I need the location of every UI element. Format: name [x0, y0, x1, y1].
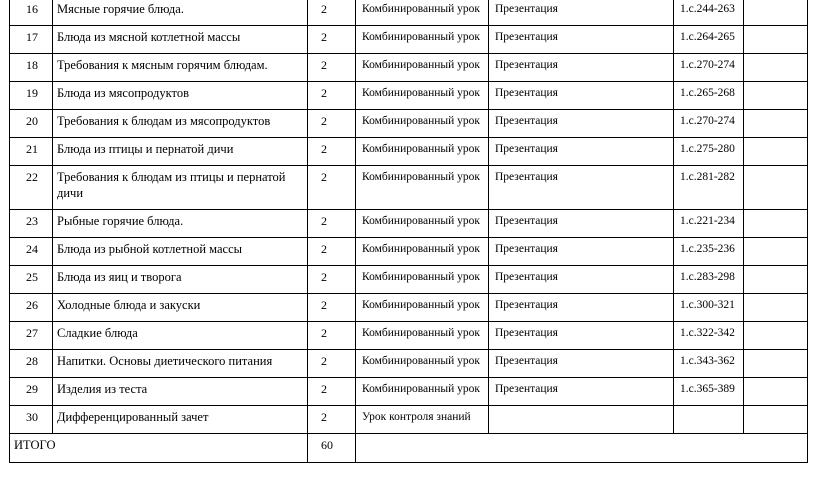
lesson-extra-cell: [744, 110, 808, 138]
lesson-hours-cell: 2: [308, 406, 356, 434]
lesson-means-cell: Презентация: [489, 350, 674, 378]
lesson-reference-cell: 1.с.221-234: [674, 210, 744, 238]
lesson-type-cell: Комбинированный урок: [356, 166, 489, 210]
lesson-means-cell: Презентация: [489, 266, 674, 294]
lesson-topic-cell: Блюда из мясопродуктов: [53, 82, 308, 110]
lesson-number-cell: 20: [10, 110, 53, 138]
lesson-type-cell: Комбинированный урок: [356, 210, 489, 238]
lesson-means-cell: Презентация: [489, 210, 674, 238]
lesson-extra-cell: [744, 294, 808, 322]
lesson-reference-cell: [674, 406, 744, 434]
lesson-reference-cell: 1.с.270-274: [674, 54, 744, 82]
lesson-hours-cell: 2: [308, 378, 356, 406]
table-row: [10, 54, 808, 82]
lesson-reference-cell: 1.с.281-282: [674, 166, 744, 210]
lesson-number-cell: 23: [10, 210, 53, 238]
lesson-means-cell: Презентация: [489, 378, 674, 406]
total-hours: 60: [308, 434, 356, 463]
lesson-topic-cell: Напитки. Основы диетического питания: [53, 350, 308, 378]
lesson-hours-cell: 2: [308, 294, 356, 322]
lesson-means-cell: Презентация: [489, 294, 674, 322]
table-row: [10, 322, 808, 350]
total-row: [10, 434, 808, 463]
lesson-number-cell: 30: [10, 406, 53, 434]
lesson-reference-cell: 1.с.244-263: [674, 0, 744, 26]
lesson-topic-cell: Изделия из теста: [53, 378, 308, 406]
lesson-means-cell: Презентация: [489, 238, 674, 266]
lesson-plan-table: [9, 0, 808, 463]
lesson-number-cell: 24: [10, 238, 53, 266]
table-row: [10, 210, 808, 238]
lesson-number-cell: 27: [10, 322, 53, 350]
lesson-hours-cell: 2: [308, 110, 356, 138]
lesson-means-cell: Презентация: [489, 26, 674, 54]
table-row: [10, 82, 808, 110]
lesson-type-cell: Комбинированный урок: [356, 378, 489, 406]
table-row: [10, 378, 808, 406]
table-row: [10, 266, 808, 294]
lesson-hours-cell: 2: [308, 26, 356, 54]
lesson-reference-cell: 1.с.300-321: [674, 294, 744, 322]
lesson-type-cell: Комбинированный урок: [356, 322, 489, 350]
lesson-type-cell: Комбинированный урок: [356, 0, 489, 26]
lesson-hours-cell: 2: [308, 266, 356, 294]
lesson-number-cell: 22: [10, 166, 53, 210]
lesson-number-cell: 29: [10, 378, 53, 406]
lesson-extra-cell: [744, 210, 808, 238]
lesson-type-cell: Комбинированный урок: [356, 138, 489, 166]
lesson-hours-cell: 2: [308, 54, 356, 82]
lesson-means-cell: Презентация: [489, 166, 674, 210]
lesson-means-cell: Презентация: [489, 110, 674, 138]
lesson-number-cell: 21: [10, 138, 53, 166]
total-label: ИТОГО: [10, 434, 308, 463]
lesson-reference-cell: 1.с.283-298: [674, 266, 744, 294]
lesson-means-cell: [489, 406, 674, 434]
table-row: [10, 166, 808, 210]
lesson-hours-cell: 2: [308, 210, 356, 238]
lesson-type-cell: Комбинированный урок: [356, 238, 489, 266]
total-empty-cell: [356, 434, 808, 463]
lesson-reference-cell: 1.с.343-362: [674, 350, 744, 378]
lesson-number-cell: 28: [10, 350, 53, 378]
lesson-number-cell: 19: [10, 82, 53, 110]
lesson-hours-cell: 2: [308, 350, 356, 378]
lesson-topic-cell: Блюда из мясной котлетной массы: [53, 26, 308, 54]
lesson-extra-cell: [744, 238, 808, 266]
lesson-reference-cell: 1.с.270-274: [674, 110, 744, 138]
lesson-type-cell: Комбинированный урок: [356, 26, 489, 54]
lesson-type-cell: Урок контроля знаний: [356, 406, 489, 434]
lesson-reference-cell: 1.с.265-268: [674, 82, 744, 110]
lesson-hours-cell: 2: [308, 82, 356, 110]
table-row: [10, 350, 808, 378]
lesson-reference-cell: 1.с.264-265: [674, 26, 744, 54]
table-row: [10, 294, 808, 322]
lesson-type-cell: Комбинированный урок: [356, 82, 489, 110]
lesson-reference-cell: 1.с.322-342: [674, 322, 744, 350]
lesson-extra-cell: [744, 322, 808, 350]
lesson-number-cell: 25: [10, 266, 53, 294]
lesson-topic-cell: Блюда из птицы и пернатой дичи: [53, 138, 308, 166]
table-row: [10, 110, 808, 138]
lesson-extra-cell: [744, 266, 808, 294]
lesson-topic-cell: Рыбные горячие блюда.: [53, 210, 308, 238]
lesson-number-cell: 16: [10, 0, 53, 26]
lesson-hours-cell: 2: [308, 138, 356, 166]
lesson-extra-cell: [744, 350, 808, 378]
lesson-means-cell: Презентация: [489, 54, 674, 82]
lesson-hours-cell: 2: [308, 238, 356, 266]
lesson-topic-cell: Сладкие блюда: [53, 322, 308, 350]
lesson-topic-cell: Блюда из яиц и творога: [53, 266, 308, 294]
lesson-hours-cell: 2: [308, 0, 356, 26]
table-row: [10, 0, 808, 26]
lesson-type-cell: Комбинированный урок: [356, 54, 489, 82]
lesson-number-cell: 26: [10, 294, 53, 322]
lesson-reference-cell: 1.с.365-389: [674, 378, 744, 406]
lesson-number-cell: 17: [10, 26, 53, 54]
lesson-topic-cell: Дифференцированный зачет: [53, 406, 308, 434]
table-row: [10, 406, 808, 434]
lesson-extra-cell: [744, 26, 808, 54]
lesson-extra-cell: [744, 0, 808, 26]
lesson-topic-cell: Мясные горячие блюда.: [53, 0, 308, 26]
lesson-type-cell: Комбинированный урок: [356, 350, 489, 378]
table-row: [10, 238, 808, 266]
lesson-hours-cell: 2: [308, 322, 356, 350]
lesson-reference-cell: 1.с.275-280: [674, 138, 744, 166]
lesson-number-cell: 18: [10, 54, 53, 82]
lesson-type-cell: Комбинированный урок: [356, 266, 489, 294]
lesson-extra-cell: [744, 406, 808, 434]
lesson-extra-cell: [744, 54, 808, 82]
lesson-topic-cell: Блюда из рыбной котлетной массы: [53, 238, 308, 266]
lesson-extra-cell: [744, 138, 808, 166]
lesson-type-cell: Комбинированный урок: [356, 110, 489, 138]
lesson-means-cell: Презентация: [489, 322, 674, 350]
lesson-means-cell: Презентация: [489, 0, 674, 26]
lesson-extra-cell: [744, 166, 808, 210]
lesson-means-cell: Презентация: [489, 82, 674, 110]
lesson-hours-cell: 2: [308, 166, 356, 210]
lesson-means-cell: Презентация: [489, 138, 674, 166]
lesson-extra-cell: [744, 378, 808, 406]
table-row: [10, 26, 808, 54]
lesson-topic-cell: Требования к блюдам из птицы и пернатой дичи: [53, 166, 308, 210]
lesson-topic-cell: Холодные блюда и закуски: [53, 294, 308, 322]
lesson-reference-cell: 1.с.235-236: [674, 238, 744, 266]
lesson-extra-cell: [744, 82, 808, 110]
lesson-topic-cell: Требования к мясным горячим блюдам.: [53, 54, 308, 82]
lesson-type-cell: Комбинированный урок: [356, 294, 489, 322]
table-row: [10, 138, 808, 166]
lesson-topic-cell: Требования к блюдам из мясопродуктов: [53, 110, 308, 138]
